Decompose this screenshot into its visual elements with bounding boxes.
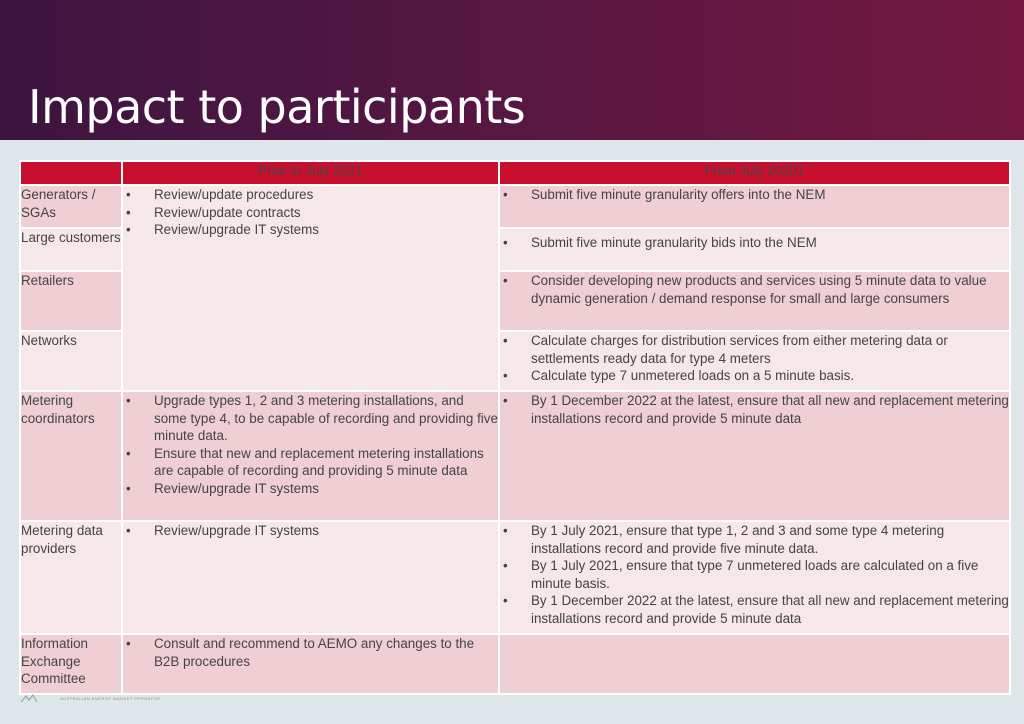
after-cell (499, 331, 1010, 391)
list-item: • Submit five minute granularity offers into the NEM (500, 186, 1009, 204)
table-row (20, 185, 1010, 228)
prior-cell (122, 634, 499, 694)
header-participant (20, 161, 122, 185)
prior-cell (122, 521, 499, 634)
list-item: • Submit five minute granularity bids into the NEM (500, 234, 1009, 252)
aemo-logo-icon (20, 694, 38, 704)
header-from: From July 20201 (499, 161, 1010, 185)
row-label: Retailers (20, 271, 122, 331)
row-label: Generators / SGAs (20, 185, 122, 228)
row-label: Large customers (20, 228, 122, 271)
row-label: Metering coordinators (20, 391, 122, 521)
list-item: • By 1 December 2022 at the latest, ensure that all new and replacement metering installations record and provide 5 minute data (500, 392, 1009, 427)
after-cell (499, 228, 1010, 271)
list-item: • Consider developing new products and services using 5 minute data to value dynamic generation / demand response for small and large consumers (500, 272, 1009, 307)
shared-prior-cell (122, 185, 499, 391)
list-item: • Review/upgrade IT systems (123, 480, 498, 498)
footer-organisation: AUSTRALIAN ENERGY MARKET OPERATOR (60, 696, 161, 701)
table-row (20, 391, 1010, 521)
row-label: Information Exchange Committee (20, 634, 122, 694)
table-row (20, 521, 1010, 634)
list-item: • Review/update procedures (123, 186, 498, 204)
list-item: • Review/upgrade IT systems (123, 522, 498, 540)
after-cell (499, 521, 1010, 634)
list-item: • Calculate type 7 unmetered loads on a 5 minute basis. (500, 367, 1009, 385)
after-cell (499, 391, 1010, 521)
after-cell (499, 271, 1010, 331)
after-cell (499, 185, 1010, 228)
page-title: Impact to participants (28, 80, 526, 134)
list-item: • By 1 July 2021, ensure that type 1, 2 and 3 and some type 4 metering installations record and provide five minute data. (500, 522, 1009, 557)
list-item: • Review/update contracts (123, 204, 498, 222)
list-item: • Calculate charges for distribution services from either metering data or settlements ready data for type 4 meters (500, 332, 1009, 367)
list-item: • By 1 July 2021, ensure that type 7 unmetered loads are calculated on a five minute basis. (500, 557, 1009, 592)
list-item: • Review/upgrade IT systems (123, 221, 498, 239)
header-prior: Prior to July 2021 (122, 161, 499, 185)
row-label: Networks (20, 331, 122, 391)
table-row (20, 634, 1010, 694)
prior-cell (122, 391, 499, 521)
row-label: Metering data providers (20, 521, 122, 634)
list-item: • Ensure that new and replacement metering installations are capable of recording and providing 5 minute data (123, 445, 498, 480)
title-banner (0, 0, 1024, 140)
impact-table (19, 160, 1011, 695)
table-header-row (20, 161, 1010, 185)
list-item: • By 1 December 2022 at the latest, ensure that all new and replacement metering installations record and provide 5 minute data (500, 592, 1009, 627)
list-item: • Consult and recommend to AEMO any changes to the B2B procedures (123, 635, 498, 670)
after-cell-empty (499, 634, 1010, 694)
footer-logo (20, 694, 170, 706)
list-item: • Upgrade types 1, 2 and 3 metering installations, and some type 4, to be capable of recording and providing five minute data. (123, 392, 498, 445)
